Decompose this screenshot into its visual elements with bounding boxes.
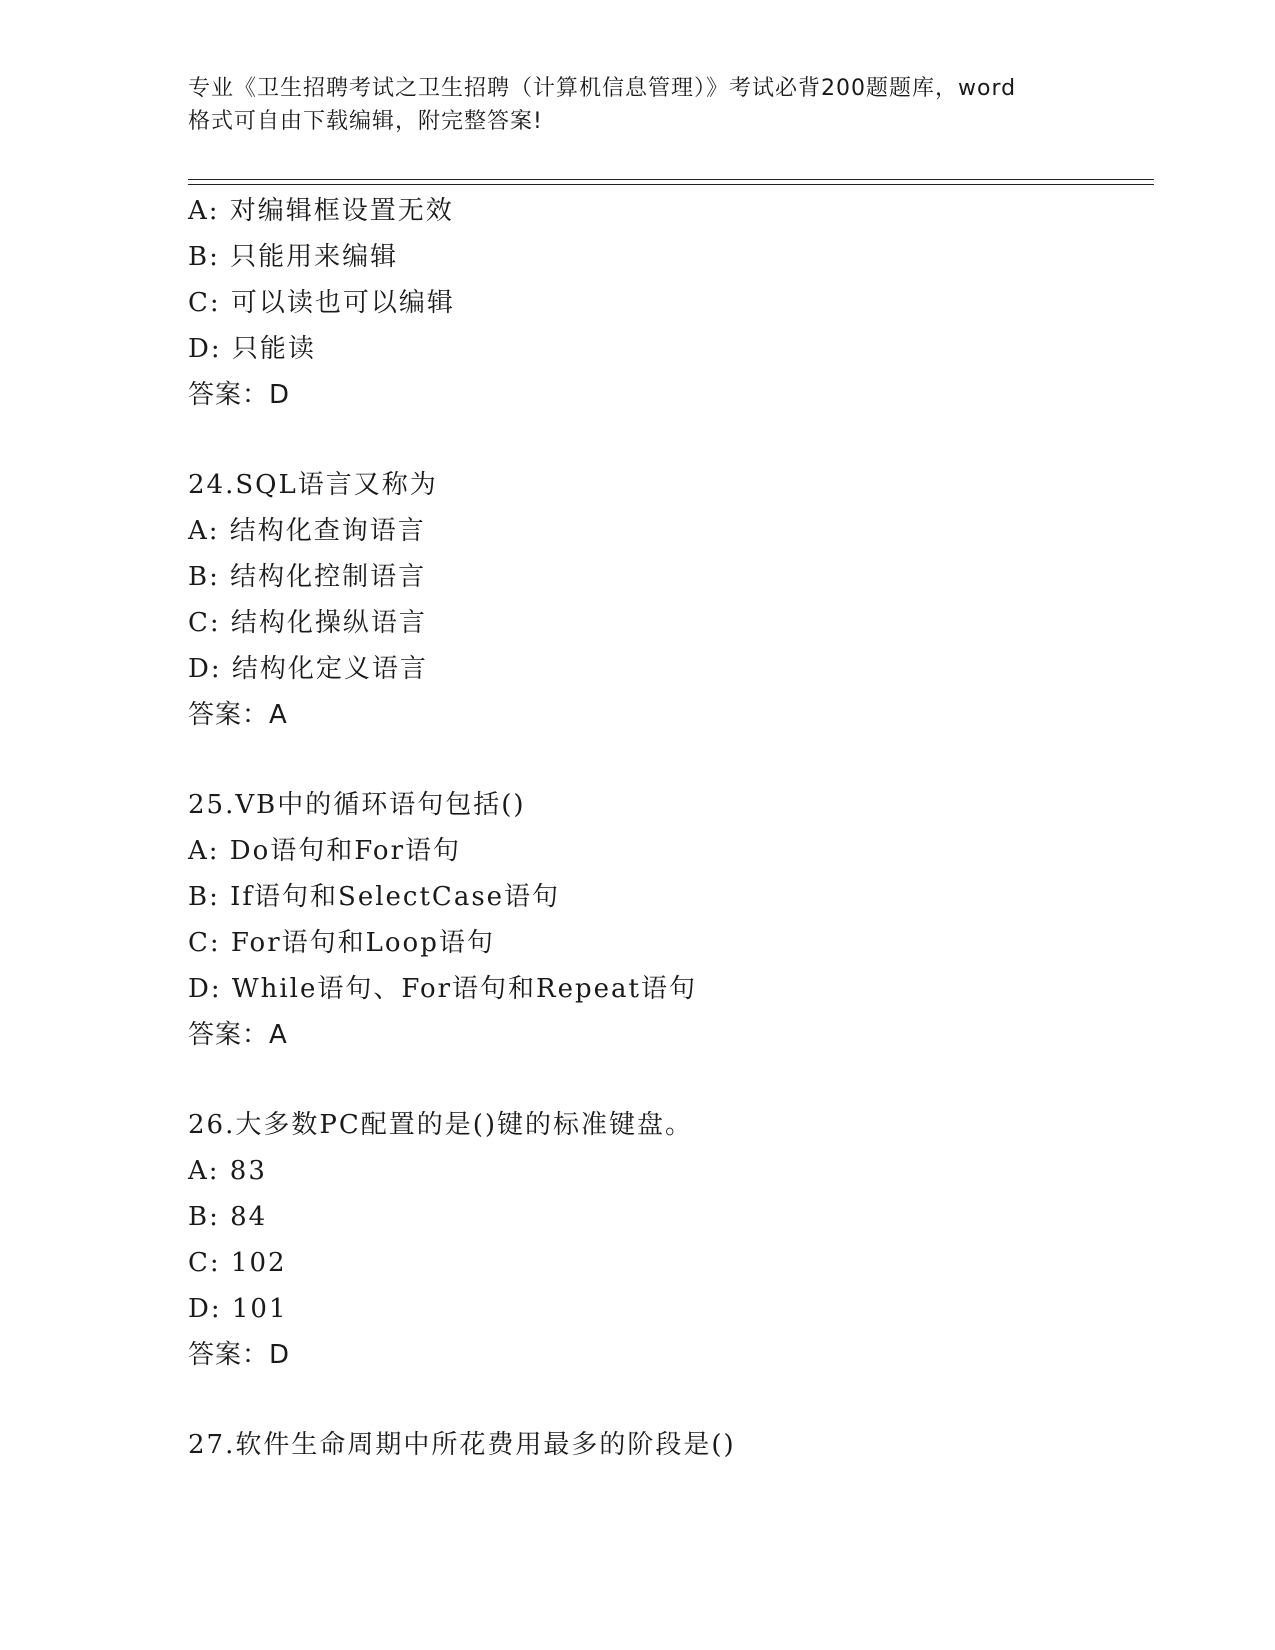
option-b: B: 84: [188, 1202, 268, 1232]
question-block: [188, 188, 1148, 418]
question-list: [188, 188, 1148, 1468]
option-a: A: 对编辑框设置无效: [188, 196, 454, 226]
option-c: C: For语句和Loop语句: [188, 928, 495, 958]
question-text: 25.VB中的循环语句包括(): [188, 790, 526, 820]
option-b: B: 结构化控制语言: [188, 562, 427, 592]
question-block: [188, 462, 1148, 738]
option-a: A: 结构化查询语言: [188, 516, 426, 546]
option-a: A: Do语句和For语句: [188, 836, 462, 866]
question-text: 24.SQL语言又称为: [188, 470, 438, 500]
question-block: [188, 1102, 1148, 1378]
option-b: B: If语句和SelectCase语句: [188, 882, 561, 912]
option-c: C: 可以读也可以编辑: [188, 288, 455, 318]
header-line-2: 格式可自由下载编辑，附完整答案!: [188, 109, 543, 134]
question-text: 26.大多数PC配置的是()键的标准键盘。: [188, 1110, 694, 1140]
question-text: 27.软件生命周期中所花费用最多的阶段是(): [188, 1430, 736, 1460]
option-c: C: 102: [188, 1248, 287, 1278]
answer-line: 答案：D: [188, 1340, 291, 1370]
option-d: D: While语句、For语句和Repeat语句: [188, 974, 697, 1004]
document-header: [188, 72, 1088, 138]
option-d: D: 101: [188, 1294, 288, 1324]
header-divider-top: [188, 179, 1154, 180]
option-a: A: 83: [188, 1156, 267, 1186]
option-c: C: 结构化操纵语言: [188, 608, 427, 638]
option-d: D: 只能读: [188, 334, 316, 364]
header-divider-bottom: [188, 184, 1154, 185]
answer-line: 答案：A: [188, 1020, 288, 1050]
option-d: D: 结构化定义语言: [188, 654, 428, 684]
question-block: [188, 782, 1148, 1058]
question-block: [188, 1422, 1148, 1468]
answer-line: 答案：D: [188, 380, 291, 410]
option-b: B: 只能用来编辑: [188, 242, 399, 272]
answer-line: 答案：A: [188, 700, 288, 730]
header-line-1: 专业《卫生招聘考试之卫生招聘（计算机信息管理）》考试必背200题题库，word: [188, 76, 1017, 101]
